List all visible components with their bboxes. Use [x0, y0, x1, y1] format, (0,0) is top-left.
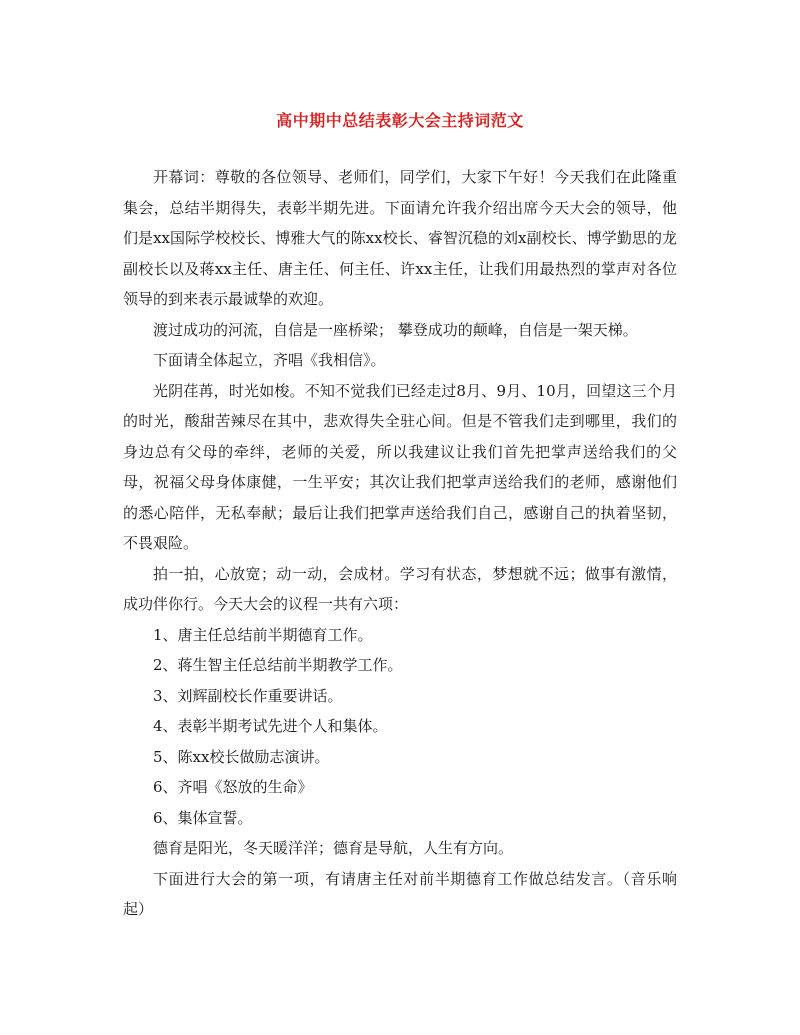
paragraph-confidence: 渡过成功的河流，自信是一座桥梁； 攀登成功的颠峰，自信是一架天梯。 — [153, 320, 638, 339]
document-body — [123, 162, 677, 925]
paragraph-moral: 德育是阳光，冬天暖洋洋；德育是导航，人生有方向。 — [153, 839, 514, 857]
agenda-item: 6、齐唱《怒放的生命》 — [153, 778, 313, 796]
paragraph-time: 光阴荏苒，时光如梭。不知不觉我们已经走过8月、9月、10月，回望这三个月的时光，酸甜苦辣尽在其中，悲欢得失全驻心间。但是不管我们走到哪里，我们的身边总有父母的牵绊，老师的关爱，所以我建议让我们首先把掌声送给我们的父母，祝福父母身体康健，一生平安；其次让我们把掌声送给我们的老师，感谢他们的悉心陪伴，无私奉献；最后让我们把掌声送给我们自己，感谢自己的执着坚韧，不畏艰险。 — [123, 381, 677, 552]
agenda-item: 2、蒋生智主任总结前半期教学工作。 — [153, 656, 403, 674]
agenda-item: 4、表彰半期考试先进个人和集体。 — [153, 717, 388, 735]
document-title: 高中期中总结表彰大会主持词范文 — [276, 111, 524, 130]
agenda-item: 6、集体宣誓。 — [153, 808, 253, 827]
agenda-item: 3、刘辉副校长作重要讲话。 — [153, 686, 343, 705]
paragraph-stand-sing: 下面请全体起立，齐唱《我相信》。 — [153, 351, 386, 369]
agenda-item: 1、唐主任总结前半期德育工作。 — [153, 625, 373, 644]
paragraph-agenda-intro: 拍一拍，心放宽；动一动，会成材。学习有状态，梦想就不远；做事有激情，成功伴你行。今天大会的议程一共有六项： — [123, 564, 677, 613]
paragraph-opening: 开幕词：尊敬的各位领导、老师们，同学们，大家下午好！今天我们在此隆重集会，总结半期得失，表彰半期先进。下面请允许我介绍出席今天大会的领导，他们是xx国际学校校长、博雅大气的陈xx校长、睿智沉稳的刘x副校长、博学勤思的龙副校长以及蒋xx主任、唐主任、何主任、许xx主任，让我们用最热烈的掌声对各位领导的到来表示最诚挚的欢迎。 — [123, 168, 677, 308]
paragraph-first-item: 下面进行大会的第一项，有请唐主任对前半期德育工作做总结发言。（音乐响起） — [123, 869, 677, 918]
agenda-item: 5、陈xx校长做励志演讲。 — [153, 747, 330, 766]
